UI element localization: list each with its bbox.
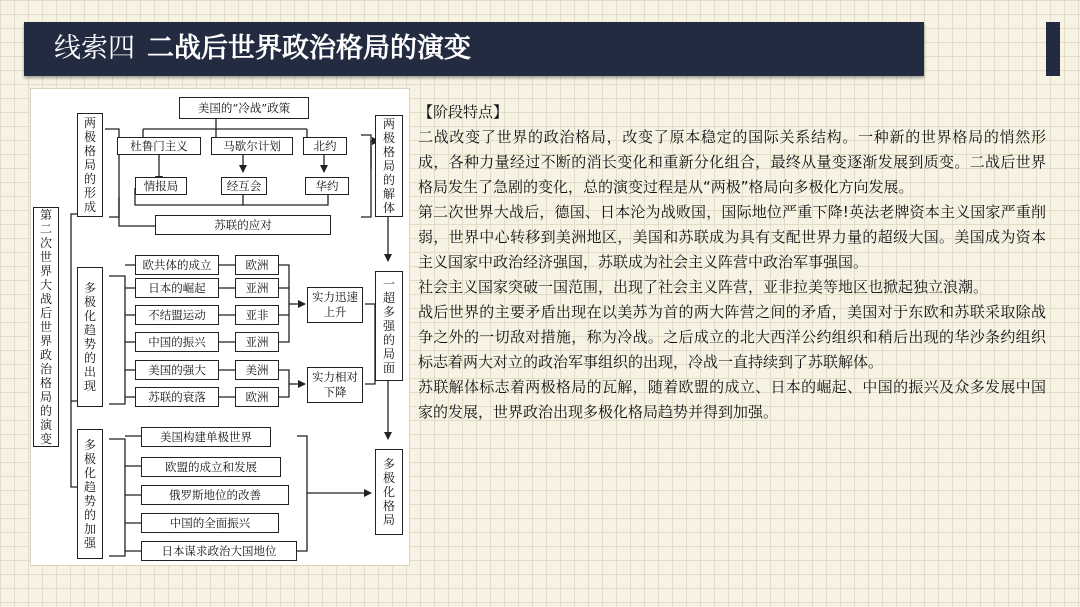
strengthen-right-bracket: [297, 436, 307, 551]
region-europe-2: 欧洲: [235, 387, 279, 407]
cominform-box: 情报局: [135, 177, 187, 195]
strengthen-bracket: [109, 439, 125, 556]
trend-item-ussr: 苏联的衰落: [135, 387, 219, 407]
region-asia-africa: 亚非: [235, 305, 279, 325]
down-bracket: [279, 370, 289, 397]
strengthen-item-china: 中国的全面振兴: [141, 513, 279, 533]
strengthen-item-us-unipolar: 美国构建单极世界: [141, 427, 271, 447]
response-line: [119, 197, 155, 226]
title-prefix: 线索四: [54, 33, 135, 64]
paragraph-2: 第二次世界大战后，德国、日本沦为战败国，国际地位严重下降!英法老牌资本主义国家严重削弱，世界中心转移到美洲地区，美国和苏联成为具有支配世界力量的超级大国。美国成为资本主义国家中政治经济强国，苏联成为社会主义阵营中政治军事强国。: [418, 203, 1046, 271]
trend-item-china: 中国的振兴: [135, 332, 219, 352]
region-asia-2: 亚洲: [235, 332, 279, 352]
strengthen-label-box: 多极化趋势的加强: [77, 429, 103, 559]
section-heading: 【阶段特点】: [418, 103, 509, 121]
trend-label-box: 多极化趋势的出现: [77, 267, 103, 407]
up-bracket: [279, 265, 289, 342]
marshall-plan-box: 马歇尔计划: [211, 137, 293, 155]
root-box: 第二次世界大战后世界政治格局的演变: [33, 207, 59, 447]
title-side-block: [1046, 22, 1060, 76]
trend-item-ec: 欧共体的成立: [135, 255, 219, 275]
formation-label-box: 两极格局的形成: [77, 113, 103, 217]
text-panel: [418, 100, 1046, 425]
trend-item-ticks: [125, 265, 135, 397]
title-bar: [24, 22, 924, 76]
trend-item-japan: 日本的崛起: [135, 278, 219, 298]
paragraph-1: 二战改变了世界的政治格局，改变了原本稳定的国际关系结构。一种新的世界格局的悄然形成，各种力量经过不断的消长变化和重新分化组合，最终从量变逐渐发展到质变。二战后世界格局发生了急剧的变化，总的演变过程是从“两极”格局向多极化方向发展。: [418, 128, 1046, 196]
strengthen-item-russia: 俄罗斯地位的改善: [141, 485, 289, 505]
root-to-formation-line: [71, 214, 77, 265]
soviet-response-box: 苏联的应对: [155, 215, 331, 235]
region-asia-1: 亚洲: [235, 278, 279, 298]
trend-item-nam: 不结盟运动: [135, 305, 219, 325]
concept-diagram: [30, 88, 410, 566]
warsaw-pact-box: 华约: [305, 177, 349, 195]
title-main: 二战后世界政治格局的演变: [147, 33, 471, 64]
policy-branches: [143, 119, 307, 137]
trend-item-usa: 美国的强大: [135, 360, 219, 380]
cold-war-policy-box: 美国的“冷战”政策: [179, 97, 309, 119]
strengthen-item-ticks: [125, 436, 141, 551]
page-title: [54, 32, 471, 66]
results-bracket: [365, 304, 375, 384]
item-region-links: [219, 265, 235, 397]
paragraph-3: 社会主义国家突破一国范围，出现了社会主义阵营，亚非拉美等地区也掀起独立浪潮。: [418, 278, 989, 296]
multipolar-box: 多极化格局: [375, 449, 403, 535]
one-superpower-box: 一超多强的局面: [375, 271, 403, 381]
power-decline-box: 实力相对下降: [307, 367, 363, 403]
comecon-box: 经互会: [221, 177, 267, 195]
power-rise-box: 实力迅速上升: [307, 287, 363, 323]
paragraph-5: 苏联解体标志着两极格局的瓦解，随着欧盟的成立、日本的崛起、中国的振兴及众多发展中国家的发展，世界政治出现多极化格局趋势并得到加强。: [418, 378, 1046, 421]
nato-box: 北约: [303, 137, 347, 155]
strengthen-item-japan: 日本谋求政治大国地位: [141, 541, 297, 561]
bipolar-collapse-box: 两极格局的解体: [375, 115, 403, 217]
formation-right-bracket: [361, 135, 371, 217]
paragraph-4: 战后世界的主要矛盾出现在以美苏为首的两大阵营之间的矛盾，美国对于东欧和苏联采取除战争之外的一切敌对措施，称为冷战。之后成立的北大西洋公约组织和稍后出现的华沙条约组织标志着两大对立的政治军事组织的出现，冷战一直持续到了苏联解体。: [418, 303, 1046, 371]
region-europe-1: 欧洲: [235, 255, 279, 275]
truman-doctrine-box: 杜鲁门主义: [117, 137, 201, 155]
strengthen-item-eu: 欧盟的成立和发展: [141, 457, 281, 477]
trend-bracket: [109, 276, 125, 404]
region-america: 美洲: [235, 360, 279, 380]
